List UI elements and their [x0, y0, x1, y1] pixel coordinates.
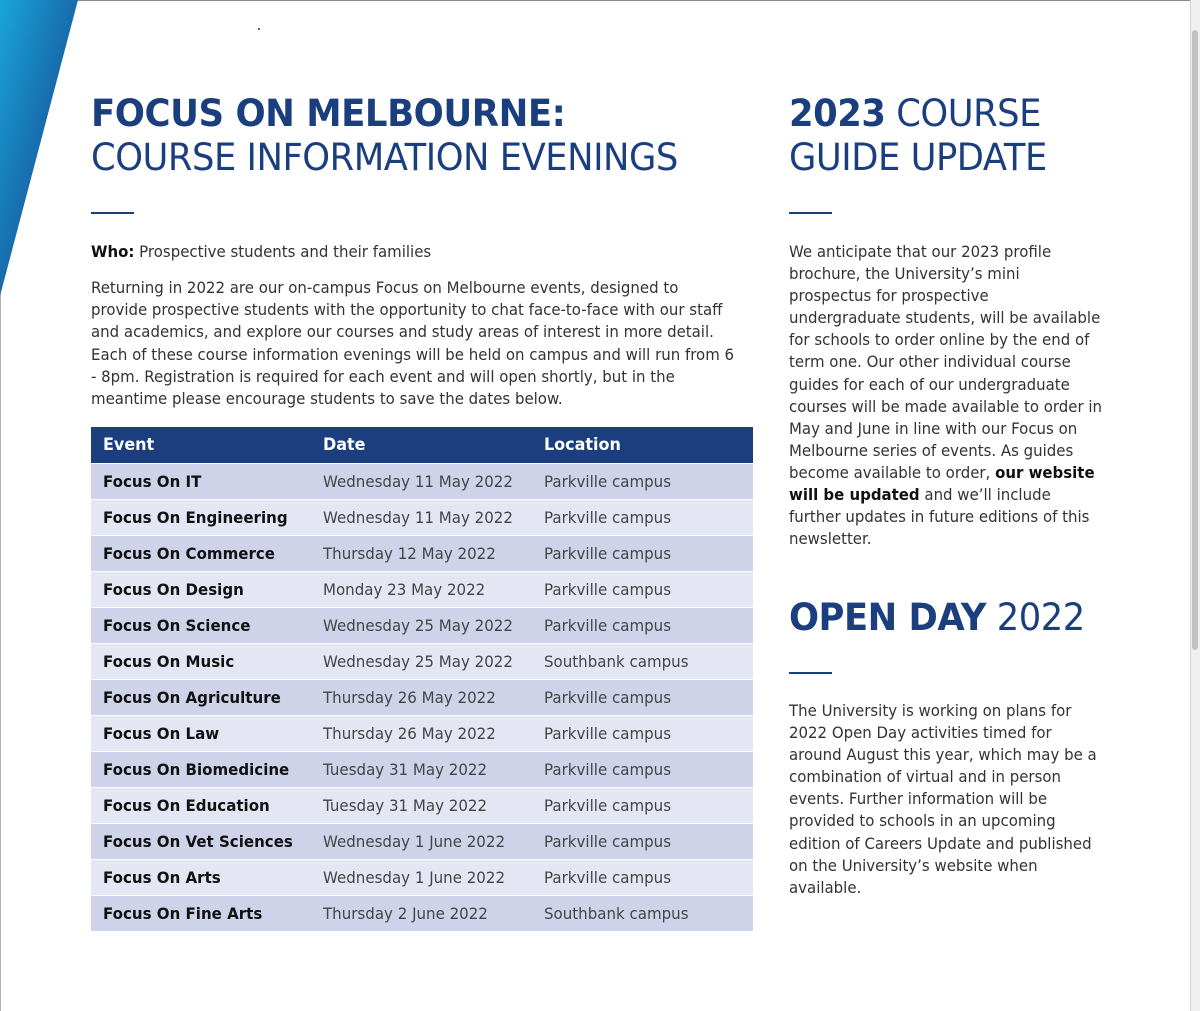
date-cell: Wednesday 25 May 2022 — [311, 607, 532, 643]
date-cell: Wednesday 11 May 2022 — [311, 499, 532, 535]
event-cell: Focus On Vet Sciences — [91, 823, 311, 859]
who-line — [91, 241, 431, 263]
course-guide-heading — [789, 92, 1059, 180]
table-header-row — [91, 427, 753, 463]
date-cell: Thursday 26 May 2022 — [311, 679, 532, 715]
date-cell: Wednesday 1 June 2022 — [311, 823, 532, 859]
date-cell: Tuesday 31 May 2022 — [311, 751, 532, 787]
date-cell: Monday 23 May 2022 — [311, 571, 532, 607]
heading-divider-left — [91, 212, 134, 214]
table-row — [91, 499, 753, 535]
date-cell: Wednesday 11 May 2022 — [311, 463, 532, 499]
date-cell: Thursday 26 May 2022 — [311, 715, 532, 751]
date-cell: Thursday 12 May 2022 — [311, 535, 532, 571]
header-date: Date — [311, 427, 532, 463]
location-cell: Parkville campus — [532, 715, 753, 751]
open-day-heading: OPEN DAY 2022 — [789, 596, 1085, 639]
focus-heading-line2: COURSE INFORMATION EVENINGS — [91, 136, 678, 179]
table-row — [91, 463, 753, 499]
date-cell: Thursday 2 June 2022 — [311, 895, 532, 931]
location-cell: Parkville campus — [532, 499, 753, 535]
course-guide-heading-line1: 2023 COURSE — [789, 92, 1041, 135]
heading-divider-open-day — [789, 672, 832, 674]
event-cell: Focus On Law — [91, 715, 311, 751]
focus-heading-line1: FOCUS ON MELBOURNE: — [91, 92, 566, 135]
event-cell: Focus On Engineering — [91, 499, 311, 535]
events-table — [91, 427, 753, 931]
location-cell: Parkville campus — [532, 571, 753, 607]
location-cell: Parkville campus — [532, 463, 753, 499]
table-row — [91, 643, 753, 679]
table-row — [91, 859, 753, 895]
focus-heading — [91, 92, 706, 180]
event-cell: Focus On Design — [91, 571, 311, 607]
date-cell: Wednesday 25 May 2022 — [311, 643, 532, 679]
course-guide-heading-line2: GUIDE UPDATE — [789, 136, 1047, 179]
vertical-scrollbar[interactable] — [1190, 0, 1200, 1011]
open-day-paragraph: The University is working on plans for 2022 Open Day activities timed for around August this year, which may be a combination of virtual and in person events. Further information will be provided to schools in an upcoming edition of Careers Update and published on the University’s website when available. — [789, 701, 1097, 897]
location-cell: Parkville campus — [532, 823, 753, 859]
event-cell: Focus On IT — [91, 463, 311, 499]
intro-paragraph: Returning in 2022 are our on-campus Focus on Melbourne events, designed to provide prospective students with the opportunity to chat face-to-face with our staff and academics, and explore our courses and study areas of interest in more detail. Each of these course information evenings will be held on campus and will run from 6 - 8pm. Registration is required for each event and will open shortly, but in the meantime please encourage students to save the dates below. — [91, 278, 735, 409]
course-guide-paragraph: We anticipate that our 2023 profile brochure, the University’s mini prospectus for prospective undergraduate students, will be available for schools to order online by the end of term one. Our other individual course guides for each of our undergraduate courses will be made available to order in May and June in line with our Focus on Melbourne series of events. As guides become available to order, our website will be updated and we’ll include further updates in future editions of this newsletter. — [789, 242, 1103, 549]
table-row — [91, 823, 753, 859]
date-cell: Wednesday 1 June 2022 — [311, 859, 532, 895]
website-updated-emphasis: our website will be updated — [789, 462, 1095, 505]
location-cell: Parkville campus — [532, 787, 753, 823]
stray-dot — [258, 28, 260, 30]
event-cell: Focus On Music — [91, 643, 311, 679]
date-cell: Tuesday 31 May 2022 — [311, 787, 532, 823]
location-cell: Parkville campus — [532, 679, 753, 715]
scrollbar-thumb[interactable] — [1192, 30, 1198, 650]
location-cell: Parkville campus — [532, 751, 753, 787]
header-event: Event — [91, 427, 311, 463]
table-row — [91, 607, 753, 643]
table-row — [91, 787, 753, 823]
event-cell: Focus On Science — [91, 607, 311, 643]
event-cell: Focus On Education — [91, 787, 311, 823]
heading-divider-course-guide — [789, 212, 832, 214]
header-location: Location — [532, 427, 753, 463]
location-cell: Parkville campus — [532, 535, 753, 571]
event-cell: Focus On Fine Arts — [91, 895, 311, 931]
who-text: Prospective students and their families — [134, 242, 432, 261]
who-label: Who: — [91, 242, 135, 261]
location-cell: Parkville campus — [532, 859, 753, 895]
location-cell: Southbank campus — [532, 643, 753, 679]
event-cell: Focus On Agriculture — [91, 679, 311, 715]
decorative-blue-corner — [0, 0, 80, 300]
table-row — [91, 535, 753, 571]
table-row — [91, 679, 753, 715]
table-row — [91, 571, 753, 607]
event-cell: Focus On Biomedicine — [91, 751, 311, 787]
table-row — [91, 895, 753, 931]
event-cell: Focus On Arts — [91, 859, 311, 895]
table-row — [91, 715, 753, 751]
table-row — [91, 751, 753, 787]
event-cell: Focus On Commerce — [91, 535, 311, 571]
location-cell: Southbank campus — [532, 895, 753, 931]
location-cell: Parkville campus — [532, 607, 753, 643]
